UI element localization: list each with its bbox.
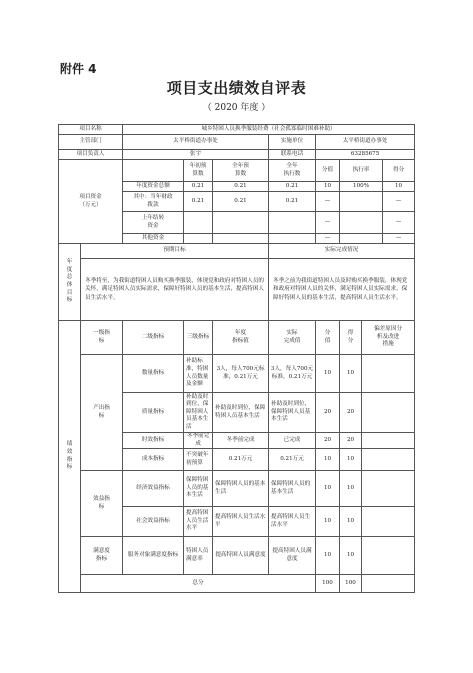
value-dept: 太平桥街道办事处 — [123, 135, 269, 150]
indicator-target: 补助及时到位，保障特困人员基本生活 — [213, 393, 269, 433]
indicator-points: 20 — [340, 433, 362, 449]
label-phone: 联系电话 — [269, 150, 316, 160]
funds-fiscal-points: — — [383, 192, 415, 212]
indicator-l3: 提高特困人员生活水平 — [184, 507, 213, 537]
label-dept: 主管部门 — [59, 135, 123, 150]
col-score: 分值 — [316, 160, 340, 182]
funds-total-points: 10 — [383, 182, 415, 192]
indicator-l3: 补助标准，特困人员数量及金额 — [184, 355, 213, 393]
indicator-score: 10 — [316, 355, 340, 393]
indicator-l2: 数量指标 — [123, 355, 184, 393]
value-project-name: 城乡特困人员换季服装经费（社会孤寡临时困难补助） — [123, 125, 415, 135]
indicator-target: 提高特困人员生活水平 — [213, 507, 269, 537]
indicator-score: 10 — [316, 471, 340, 507]
label-impl-unit: 实施单位 — [269, 135, 316, 150]
indicator-l3: 补助及时到位，保障特困人员基本生活 — [184, 393, 213, 433]
self-evaluation-table — [58, 124, 415, 593]
indicator-actual: 已完成 — [269, 433, 316, 449]
col-initial: 年初预 算数 — [184, 160, 213, 182]
row-funds-header — [59, 160, 415, 182]
col-full: 全年预 算数 — [213, 160, 269, 182]
funds-fiscal-initial: 0.21 — [184, 192, 213, 212]
header-score: 分 值 — [316, 321, 340, 355]
funds-total-full: 0.21 — [213, 182, 269, 192]
indicator-points: 10 — [340, 355, 362, 393]
indicator-l3: 不突破年初预算 — [184, 449, 213, 471]
funds-total-score: 10 — [316, 182, 340, 192]
funds-total-initial: 0.21 — [184, 182, 213, 192]
indicator-l2: 经济效益指标 — [123, 471, 184, 507]
col-rate: 执行率 — [340, 160, 383, 182]
indicator-row — [59, 537, 415, 575]
indicator-target: 0.21万元 — [213, 449, 269, 471]
label-actual-result: 实际完成情况 — [269, 244, 415, 259]
row-goals-content — [59, 259, 415, 321]
label-funds-other: 其他资金 — [123, 234, 184, 244]
indicator-score: 20 — [316, 433, 340, 449]
indicator-actual: 补助及时到位，保障特困人员基本生活 — [269, 393, 316, 433]
indicator-l2: 时效指标 — [123, 433, 184, 449]
indicator-score: 10 — [316, 537, 340, 575]
label-funds: 项目资金 （万元） — [59, 160, 123, 244]
indicator-l2: 质量指标 — [123, 393, 184, 433]
funds-carry-score: — — [316, 212, 340, 234]
indicator-target: 3人，每人700元标准，0.21万元 — [213, 355, 269, 393]
label-output: 产出指 标 — [81, 355, 123, 471]
header-target: 年度 指标值 — [213, 321, 269, 355]
indicator-l2: 成本指标 — [123, 449, 184, 471]
label-goal-section: 年 度 总 体 目 标 — [59, 244, 81, 321]
label-expected-goal: 预期目标 — [81, 244, 269, 259]
indicator-actual: 提高特困人员满意度 — [269, 537, 316, 575]
indicator-row — [59, 355, 415, 393]
label-funds-carry: 上年结转 资金 — [123, 212, 184, 234]
label-manager: 项目负责人 — [59, 150, 123, 160]
expected-goal-text: 冬季将至，为我街道特困人员购买换季服装，体现党和政府对特困人员的关怀，满足特困人员实际需求，保障好特困人员的基本生活，提高特困人员生活水平。 — [81, 259, 269, 321]
indicator-target: 冬季前完成 — [213, 433, 269, 449]
indicator-points: 10 — [340, 449, 362, 471]
row-total — [59, 575, 415, 593]
header-points: 得 分 — [340, 321, 362, 355]
funds-fiscal-score: — — [316, 192, 340, 212]
funds-other-points: — — [383, 234, 415, 244]
total-points: 100 — [340, 575, 362, 593]
indicator-points: 20 — [340, 393, 362, 433]
indicator-target: 提高特困人员满意度 — [213, 537, 269, 575]
indicator-actual: 0.21万元 — [269, 449, 316, 471]
label-benefit: 效益指 标 — [81, 471, 123, 537]
indicator-l3: 冬季前完成 — [184, 433, 213, 449]
indicator-score: 20 — [316, 393, 340, 433]
col-points: 得分 — [383, 160, 415, 182]
attachment-label: 附件 4 — [60, 62, 97, 76]
indicator-l3: 保障特困人员的基本生活 — [184, 471, 213, 507]
total-score: 100 — [316, 575, 340, 593]
indicator-actual: 保障特困人员的基本生活 — [269, 471, 316, 507]
label-funds-total: 年度资金总额 — [123, 182, 184, 192]
header-l2: 二级指标 — [123, 321, 184, 355]
row-dept — [59, 135, 415, 150]
year-subtitle: （ 2020 年度 ） — [202, 103, 271, 113]
row-indicator-header — [59, 321, 415, 355]
funds-carry-points: — — [383, 212, 415, 234]
label-project-name: 项目名称 — [59, 125, 123, 135]
indicator-row — [59, 471, 415, 507]
funds-fiscal-full: 0.21 — [213, 192, 269, 212]
value-manager: 张宇 — [123, 150, 269, 160]
row-manager — [59, 150, 415, 160]
label-perf-section: 绩 效 指 标 — [59, 321, 81, 593]
col-exec: 全年 执行数 — [269, 160, 316, 182]
row-project-name — [59, 125, 415, 135]
value-phone: 63285675 — [316, 150, 415, 160]
indicator-points: 10 — [340, 471, 362, 507]
indicator-target: 保障特困人员的基本生活 — [213, 471, 269, 507]
header-reason: 偏差原因分 析及改进 措施 — [362, 321, 415, 355]
indicator-l2: 社会效益指标 — [123, 507, 184, 537]
funds-other-score: — — [316, 234, 340, 244]
header-actual: 实际 完成值 — [269, 321, 316, 355]
funds-total-exec: 0.21 — [269, 182, 316, 192]
indicator-l3: 特困人员满意率 — [184, 537, 213, 575]
label-satisfaction: 满意度 指标 — [81, 537, 123, 575]
indicator-actual: 3人，每人700元标准，0.21万元 — [269, 355, 316, 393]
indicator-l2: 服务对象满意度指标 — [123, 537, 184, 575]
indicator-points: 10 — [340, 507, 362, 537]
row-goals-header — [59, 244, 415, 259]
actual-result-text: 冬季之前为我街道特困人员及时购买换季服装，体现党和政府对特困人员的关怀，满足特困人员实际需求，保障好特困人员的基本生活，提高特困人员生活水平。 — [269, 259, 415, 321]
indicator-actual: 提高特困人员生活水平 — [269, 507, 316, 537]
value-impl-unit: 太平桥街道办事处 — [316, 135, 415, 150]
indicator-points: 10 — [340, 537, 362, 575]
page-title: 项目支出绩效自评表 — [166, 79, 307, 97]
indicator-score: 10 — [316, 507, 340, 537]
funds-fiscal-exec: 0.21 — [269, 192, 316, 212]
funds-total-rate: 100% — [340, 182, 383, 192]
label-funds-fiscal: 其中：当年财政 拨款 — [123, 192, 184, 212]
label-total: 总分 — [81, 575, 316, 593]
header-l1: 一级指 标 — [81, 321, 123, 355]
indicator-score: 10 — [316, 449, 340, 471]
header-l3: 三级指标 — [184, 321, 213, 355]
